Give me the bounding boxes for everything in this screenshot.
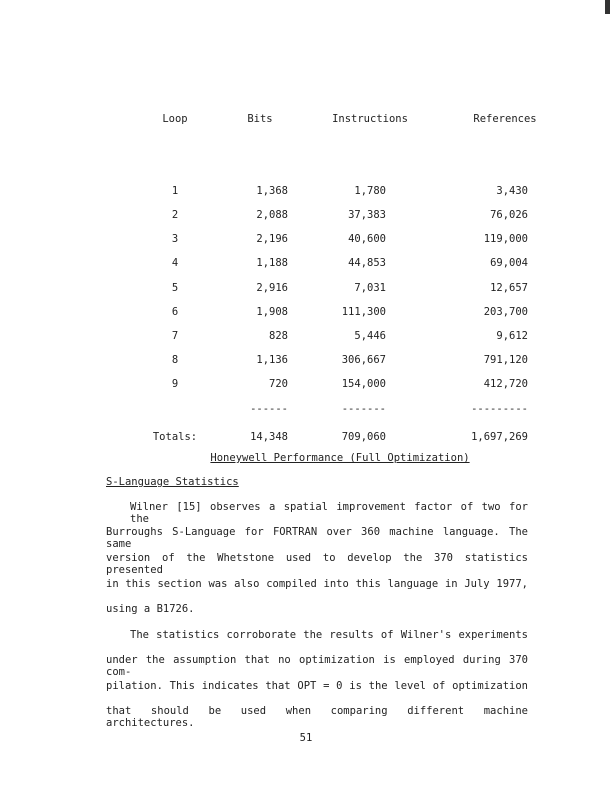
table-cell: 306,667 — [341, 354, 386, 366]
table-cell: 2,196 — [256, 233, 288, 245]
table-cell: 1,136 — [256, 354, 288, 366]
text-line: Wilner [15] observes a spatial improvement factor of two for the — [130, 501, 528, 525]
text-line: in this section was also compiled into this language in July 1977, — [106, 578, 528, 590]
table-cell: 7 — [171, 330, 179, 342]
table-cell: 9 — [171, 378, 179, 390]
table-cell: 5,446 — [354, 330, 386, 342]
separator: ------ — [250, 403, 288, 415]
table-cell: 3 — [171, 233, 179, 245]
table-cell: 154,000 — [341, 378, 386, 390]
page-number: 51 — [299, 732, 313, 744]
table-cell: 44,853 — [348, 257, 386, 269]
table-cell: 828 — [269, 330, 288, 342]
section-heading: S-Language Statistics — [106, 476, 239, 488]
table-cell: 12,657 — [490, 282, 528, 294]
table-cell: 791,120 — [483, 354, 528, 366]
table-cell: 412,720 — [483, 378, 528, 390]
totals-cell: 1,697,269 — [471, 431, 528, 443]
scan-mark — [605, 0, 610, 14]
table-cell: 5 — [171, 282, 179, 294]
table-cell: 2,088 — [256, 209, 288, 221]
table-cell: 1 — [171, 185, 179, 197]
table-cell: 2 — [171, 209, 179, 221]
totals-cell: 709,060 — [341, 431, 386, 443]
column-header: Bits — [247, 113, 273, 125]
text-line: pilation. This indicates that OPT = 0 is the level of optimization — [106, 680, 528, 692]
separator: ------- — [341, 403, 386, 415]
table-cell: 3,430 — [496, 185, 528, 197]
text-line: using a B1726. — [106, 603, 195, 615]
totals-cell: Totals: — [152, 431, 198, 443]
text-line: that should be used when comparing different machine architectures. — [106, 705, 528, 729]
table-cell: 720 — [269, 378, 288, 390]
table-cell: 6 — [171, 306, 179, 318]
table-cell: 203,700 — [483, 306, 528, 318]
table-cell: 37,383 — [348, 209, 386, 221]
totals-cell: 14,348 — [250, 431, 288, 443]
table-cell: 119,000 — [483, 233, 528, 245]
table-cell: 7,031 — [354, 282, 386, 294]
table-cell: 2,916 — [256, 282, 288, 294]
table-cell: 4 — [171, 257, 179, 269]
text-line: The statistics corroborate the results of Wilner's experiments — [130, 629, 528, 641]
table-caption: Honeywell Performance (Full Optimization) — [210, 452, 470, 464]
column-header: References — [473, 113, 537, 125]
table-cell: 1,780 — [354, 185, 386, 197]
table-cell: 40,600 — [348, 233, 386, 245]
table-cell: 69,004 — [490, 257, 528, 269]
table-cell: 1,188 — [256, 257, 288, 269]
table-cell: 76,026 — [490, 209, 528, 221]
table-cell: 111,300 — [341, 306, 386, 318]
table-cell: 9,612 — [496, 330, 528, 342]
text-line: version of the Whetstone used to develop the 370 statistics presented — [106, 552, 528, 576]
separator: --------- — [471, 403, 528, 415]
column-header: Loop — [162, 113, 188, 125]
table-cell: 8 — [171, 354, 179, 366]
table-cell: 1,368 — [256, 185, 288, 197]
column-header: Instructions — [332, 113, 408, 125]
text-line: Burroughs S-Language for FORTRAN over 360 machine language. The same — [106, 526, 528, 550]
table-cell: 1,908 — [256, 306, 288, 318]
text-line: under the assumption that no optimization is employed during 370 com- — [106, 654, 528, 678]
